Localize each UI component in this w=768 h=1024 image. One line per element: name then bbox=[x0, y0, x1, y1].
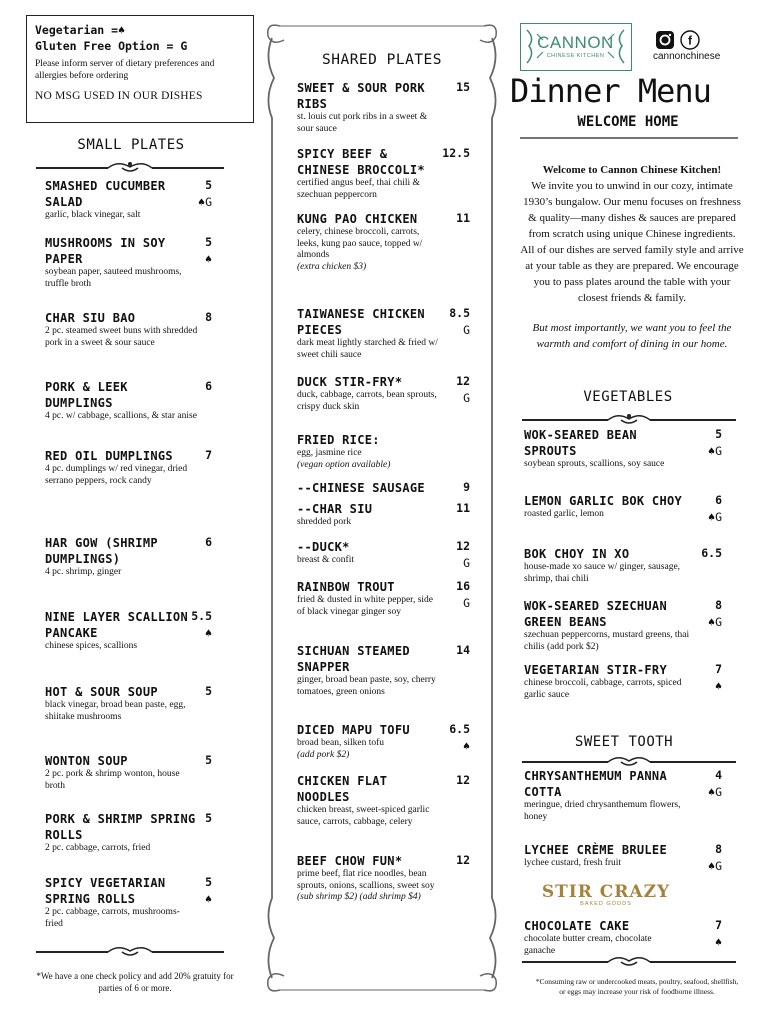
veg-menu-item bbox=[524, 662, 694, 701]
dietary-tag: ♠G bbox=[708, 859, 722, 873]
item-addon-note: (extra chicken $3) bbox=[297, 261, 367, 272]
item-price: 6 bbox=[205, 379, 212, 393]
shared-menu-item bbox=[297, 374, 442, 413]
stir-crazy-subtitle: BAKED GOODS bbox=[580, 901, 632, 907]
item-description: egg, jasmine rice bbox=[297, 448, 362, 458]
dietary-tag: ♠ bbox=[205, 626, 212, 640]
item-description: shredded pork bbox=[297, 517, 352, 527]
welcome-paragraph-1: We invite you to unwind in our cozy, intimate 1930’s bungalow. Our menu focuses on freshness & quality—many dishes & sauces are prepared from scratch using unique Chinese ingredients. bbox=[523, 180, 741, 240]
item-name: --CHAR SIU bbox=[297, 502, 373, 516]
item-price: 8 bbox=[715, 842, 722, 856]
item-name: CHRYSANTHEMUM PANNA COTTA bbox=[524, 769, 667, 799]
item-name: PORK & SHRIMP SPRING ROLLS bbox=[45, 812, 196, 842]
item-description: house-made xo sauce w/ ginger, sausage, shrimp, thai chili bbox=[524, 562, 681, 584]
item-price: 5.5 bbox=[191, 609, 212, 623]
item-price: 5 bbox=[205, 235, 212, 249]
flourish-divider-icon bbox=[516, 132, 742, 146]
item-name: FRIED RICE: bbox=[297, 433, 380, 447]
dietary-tag: G bbox=[463, 391, 470, 405]
item-description: 4 pc. w/ cabbage, scallions, & star anise bbox=[45, 411, 197, 421]
dietary-tag: G bbox=[463, 323, 470, 337]
item-price: 16 bbox=[456, 579, 470, 593]
item-addon-note: (sub shrimp $2) (add shrimp $4) bbox=[297, 892, 421, 902]
sweet-menu-item bbox=[524, 918, 684, 957]
item-price: 12 bbox=[456, 539, 470, 553]
gratuity-footnote: *We have a one check policy and add 20% gratuity for parties of 6 or more. bbox=[36, 971, 234, 993]
item-description: chocolate butter cream, chocolate ganache bbox=[524, 934, 652, 956]
item-price: 5 bbox=[715, 427, 722, 441]
item-price: 6.5 bbox=[701, 546, 722, 560]
dietary-tag: G bbox=[463, 596, 470, 610]
instagram-icon[interactable] bbox=[655, 30, 675, 50]
shared-menu-item bbox=[297, 480, 442, 496]
item-name: WONTON SOUP bbox=[45, 754, 128, 768]
item-price: 11 bbox=[456, 501, 470, 515]
item-name: RAINBOW TROUT bbox=[297, 580, 395, 594]
item-price: 7 bbox=[715, 918, 722, 932]
item-price: 12.5 bbox=[442, 146, 470, 160]
item-price: 8 bbox=[205, 310, 212, 324]
item-name: VEGETARIAN STIR-FRY bbox=[524, 663, 667, 677]
shared-menu-item bbox=[297, 211, 442, 273]
item-name: MUSHROOMS IN SOY PAPER bbox=[45, 236, 166, 266]
item-description: garlic, black vinegar, salt bbox=[45, 210, 141, 220]
veg-menu-item bbox=[524, 598, 694, 653]
item-price: 6 bbox=[715, 493, 722, 507]
dietary-tag: ♠ bbox=[715, 679, 722, 693]
item-name: HOT & SOUR SOUP bbox=[45, 685, 158, 699]
item-description: chinese spices, scallions bbox=[45, 641, 138, 651]
item-name: LYCHEE CRÈME BRULEE bbox=[524, 843, 667, 857]
item-name: BEEF CHOW FUN* bbox=[297, 854, 403, 868]
item-name: PORK & LEEK DUMPLINGS bbox=[45, 380, 128, 410]
item-description: certified angus beef, thai chili & szechuan peppercorn bbox=[297, 178, 420, 200]
dietary-tag: ♠ bbox=[205, 252, 212, 266]
item-price: 5 bbox=[205, 875, 212, 889]
item-name: --DUCK* bbox=[297, 540, 350, 554]
item-description: 4 pc. dumplings w/ red vinegar, dried serrano peppers, rock candy bbox=[45, 464, 188, 486]
flourish-divider-icon bbox=[520, 954, 738, 972]
facebook-icon[interactable] bbox=[680, 30, 700, 50]
item-price: 7 bbox=[205, 448, 212, 462]
welcome-text bbox=[518, 162, 746, 352]
item-description: 2 pc. cabbage, carrots, fried bbox=[45, 843, 151, 853]
sweet-menu-item bbox=[524, 768, 684, 823]
item-name: KUNG PAO CHICKEN bbox=[297, 212, 418, 226]
item-price: 5 bbox=[205, 753, 212, 767]
flourish-divider-icon bbox=[34, 944, 226, 962]
flourish-divider-icon bbox=[520, 410, 738, 428]
gluten-free-legend: Gluten Free Option = G bbox=[35, 39, 188, 53]
dietary-note: Please inform server of dietary preferences and allergies before ordering bbox=[35, 59, 215, 81]
item-price: 6.5 bbox=[449, 722, 470, 736]
vegetables-title: VEGETABLES bbox=[583, 389, 673, 405]
item-name: NINE LAYER SCALLION PANCAKE bbox=[45, 610, 188, 640]
item-description: breast & confit bbox=[297, 555, 354, 565]
item-name: SPICY BEEF & CHINESE BROCCOLI* bbox=[297, 147, 425, 177]
welcome-title: WELCOME HOME bbox=[577, 114, 679, 130]
welcome-paragraph-2: All of our dishes are served family style and arrive at your table as they are prepared. We encourage you to pass plates around the table with your closest friends & family. bbox=[520, 244, 744, 304]
item-description: 2 pc. cabbage, carrots, mushrooms- fried bbox=[45, 907, 180, 929]
veg-menu-item bbox=[524, 546, 694, 585]
shared-menu-item bbox=[297, 146, 442, 201]
item-price: 12 bbox=[456, 773, 470, 787]
item-price: 12 bbox=[456, 853, 470, 867]
item-description: lychee custard, fresh fruit bbox=[524, 858, 622, 868]
dietary-tag: ♠G bbox=[198, 195, 212, 209]
item-name: --CHINESE SAUSAGE bbox=[297, 481, 425, 495]
item-description: chicken breast, sweet-spiced garlic sauce, carrots, cabbage, celery bbox=[297, 805, 430, 827]
item-price: 6 bbox=[205, 535, 212, 549]
item-name: DUCK STIR-FRY* bbox=[297, 375, 403, 389]
item-description: st. louis cut pork ribs in a sweet & sour sauce bbox=[297, 112, 428, 134]
sweet-tooth-title: SWEET TOOTH bbox=[574, 734, 674, 750]
item-price: 15 bbox=[456, 80, 470, 94]
item-price: 8.5 bbox=[449, 306, 470, 320]
item-name: CHAR SIU BAO bbox=[45, 311, 136, 325]
item-name: LEMON GARLIC BOK CHOY bbox=[524, 494, 683, 508]
item-name: SICHUAN STEAMED SNAPPER bbox=[297, 644, 410, 674]
item-price: 12 bbox=[456, 374, 470, 388]
shared-plates-title: SHARED PLATES bbox=[322, 52, 442, 68]
item-description: meringue, dried chrysanthemum flowers, honey bbox=[524, 800, 681, 822]
item-name: WOK-SEARED BEAN SPROUTS bbox=[524, 428, 637, 458]
welcome-heading: Welcome to Cannon Chinese Kitchen! bbox=[542, 164, 722, 176]
item-name: HAR GOW (SHRIMP DUMPLINGS) bbox=[45, 536, 158, 566]
item-description: soybean sprouts, scallions, soy sauce bbox=[524, 459, 665, 469]
shared-menu-item bbox=[297, 643, 442, 698]
item-description: szechuan peppercorns, mustard greens, thai chilis (add pork $2) bbox=[524, 630, 690, 652]
item-name: BOK CHOY IN XO bbox=[524, 547, 630, 561]
item-description: roasted garlic, lemon bbox=[524, 509, 604, 519]
item-price: 8 bbox=[715, 598, 722, 612]
veg-menu-item bbox=[524, 427, 694, 471]
item-addon-note: (add pork $2) bbox=[297, 749, 350, 760]
item-price: 14 bbox=[456, 643, 470, 657]
stir-crazy-name: STIR CRAZY bbox=[541, 882, 671, 902]
raw-food-warning: *Consuming raw or undercooked meats, poultry, seafood, shellfish, or eggs may increase your risk of foodborne illness. bbox=[535, 977, 739, 996]
item-price: 5 bbox=[205, 811, 212, 825]
logo-subtitle: CHINESE KITCHEN bbox=[546, 53, 605, 59]
small-plates-title: SMALL PLATES bbox=[77, 137, 185, 153]
item-description: prime beef, flat rice noodles, bean sprouts, onions, scallions, sweet soy bbox=[297, 869, 435, 891]
dietary-tag: ♠ bbox=[205, 892, 212, 906]
item-name: CHOCOLATE CAKE bbox=[524, 919, 630, 933]
item-price: 5 bbox=[205, 684, 212, 698]
sweet-menu-item bbox=[524, 842, 684, 870]
vegetarian-legend: Vegetarian =♠ bbox=[35, 23, 126, 37]
dietary-tag: ♠ bbox=[715, 935, 722, 949]
item-price: 4 bbox=[715, 768, 722, 782]
item-price: 7 bbox=[715, 662, 722, 676]
item-description: celery, chinese broccoli, carrots, leeks, kung pao sauce, topped w/ almonds bbox=[297, 227, 423, 260]
item-description: black vinegar, broad bean paste, egg, shiitake mushrooms bbox=[45, 700, 186, 722]
stir-crazy-logo bbox=[536, 882, 676, 907]
item-price: 5 bbox=[205, 178, 212, 192]
item-name: DICED MAPU TOFU bbox=[297, 723, 410, 737]
shared-menu-item bbox=[297, 306, 442, 361]
cannon-logo bbox=[520, 23, 632, 71]
item-name: SMASHED CUCUMBER SALAD bbox=[45, 179, 166, 209]
item-description: soybean paper, sauteed mushrooms, truffle broth bbox=[45, 267, 182, 289]
flourish-divider-icon bbox=[34, 158, 226, 176]
item-description: fried & dusted in white pepper, side of black vinegar ginger soy bbox=[297, 595, 434, 617]
item-addon-note: (vegan option available) bbox=[297, 459, 391, 470]
dietary-tag: ♠G bbox=[708, 510, 722, 524]
item-name: WOK-SEARED SZECHUAN GREEN BEANS bbox=[524, 599, 667, 629]
dietary-tag: ♠G bbox=[708, 785, 722, 799]
shared-menu-item bbox=[297, 501, 442, 529]
dietary-tag: ♠G bbox=[708, 615, 722, 629]
shared-menu-item bbox=[297, 722, 442, 761]
item-name: SPICY VEGETARIAN SPRING ROLLS bbox=[45, 876, 166, 906]
social-handle[interactable]: cannonchinese bbox=[653, 51, 721, 62]
item-description: dark meat lightly starched & fried w/ sweet chili sauce bbox=[297, 338, 438, 360]
dietary-legend-box bbox=[26, 15, 254, 123]
dietary-tag: G bbox=[463, 556, 470, 570]
welcome-paragraph-3: But most importantly, we want you to feel the warmth and comfort of dining in our home. bbox=[532, 322, 732, 350]
item-description: 4 pc. shrimp, ginger bbox=[45, 567, 122, 577]
dietary-tag: ♠ bbox=[463, 739, 470, 753]
item-price: 11 bbox=[456, 211, 470, 225]
svg-text:f: f bbox=[688, 33, 692, 48]
shared-menu-item bbox=[297, 80, 442, 135]
shared-menu-item bbox=[297, 579, 442, 618]
shared-menu-item bbox=[297, 773, 442, 828]
item-description: duck, cabbage, carrots, bean sprouts, crispy duck skin bbox=[297, 390, 437, 412]
item-name: CHICKEN FLAT NOODLES bbox=[297, 774, 388, 804]
item-description: chinese broccoli, cabbage, carrots, spiced garlic sauce bbox=[524, 678, 682, 700]
item-description: 2 pc. pork & shrimp wonton, house broth bbox=[45, 769, 180, 791]
dietary-tag: ♠G bbox=[708, 444, 722, 458]
item-description: 2 pc. steamed sweet buns with shredded pork in a sweet & sour sauce bbox=[45, 326, 198, 348]
item-description: ginger, broad bean paste, soy, cherry tomatoes, green onions bbox=[297, 675, 436, 697]
shared-menu-item bbox=[297, 853, 442, 904]
item-price: 9 bbox=[463, 480, 470, 494]
veg-menu-item bbox=[524, 493, 694, 521]
no-msg-notice: NO MSG USED IN OUR DISHES bbox=[35, 90, 203, 102]
item-name: RED OIL DUMPLINGS bbox=[45, 449, 173, 463]
shared-menu-item bbox=[297, 432, 442, 471]
item-name: TAIWANESE CHICKEN PIECES bbox=[297, 307, 425, 337]
menu-title: Dinner Menu bbox=[510, 72, 711, 110]
item-name: SWEET & SOUR PORK RIBS bbox=[297, 81, 425, 111]
item-description: broad bean, silken tofu bbox=[297, 738, 385, 748]
shared-menu-item bbox=[297, 539, 442, 567]
logo-name: CANNON bbox=[537, 33, 614, 52]
